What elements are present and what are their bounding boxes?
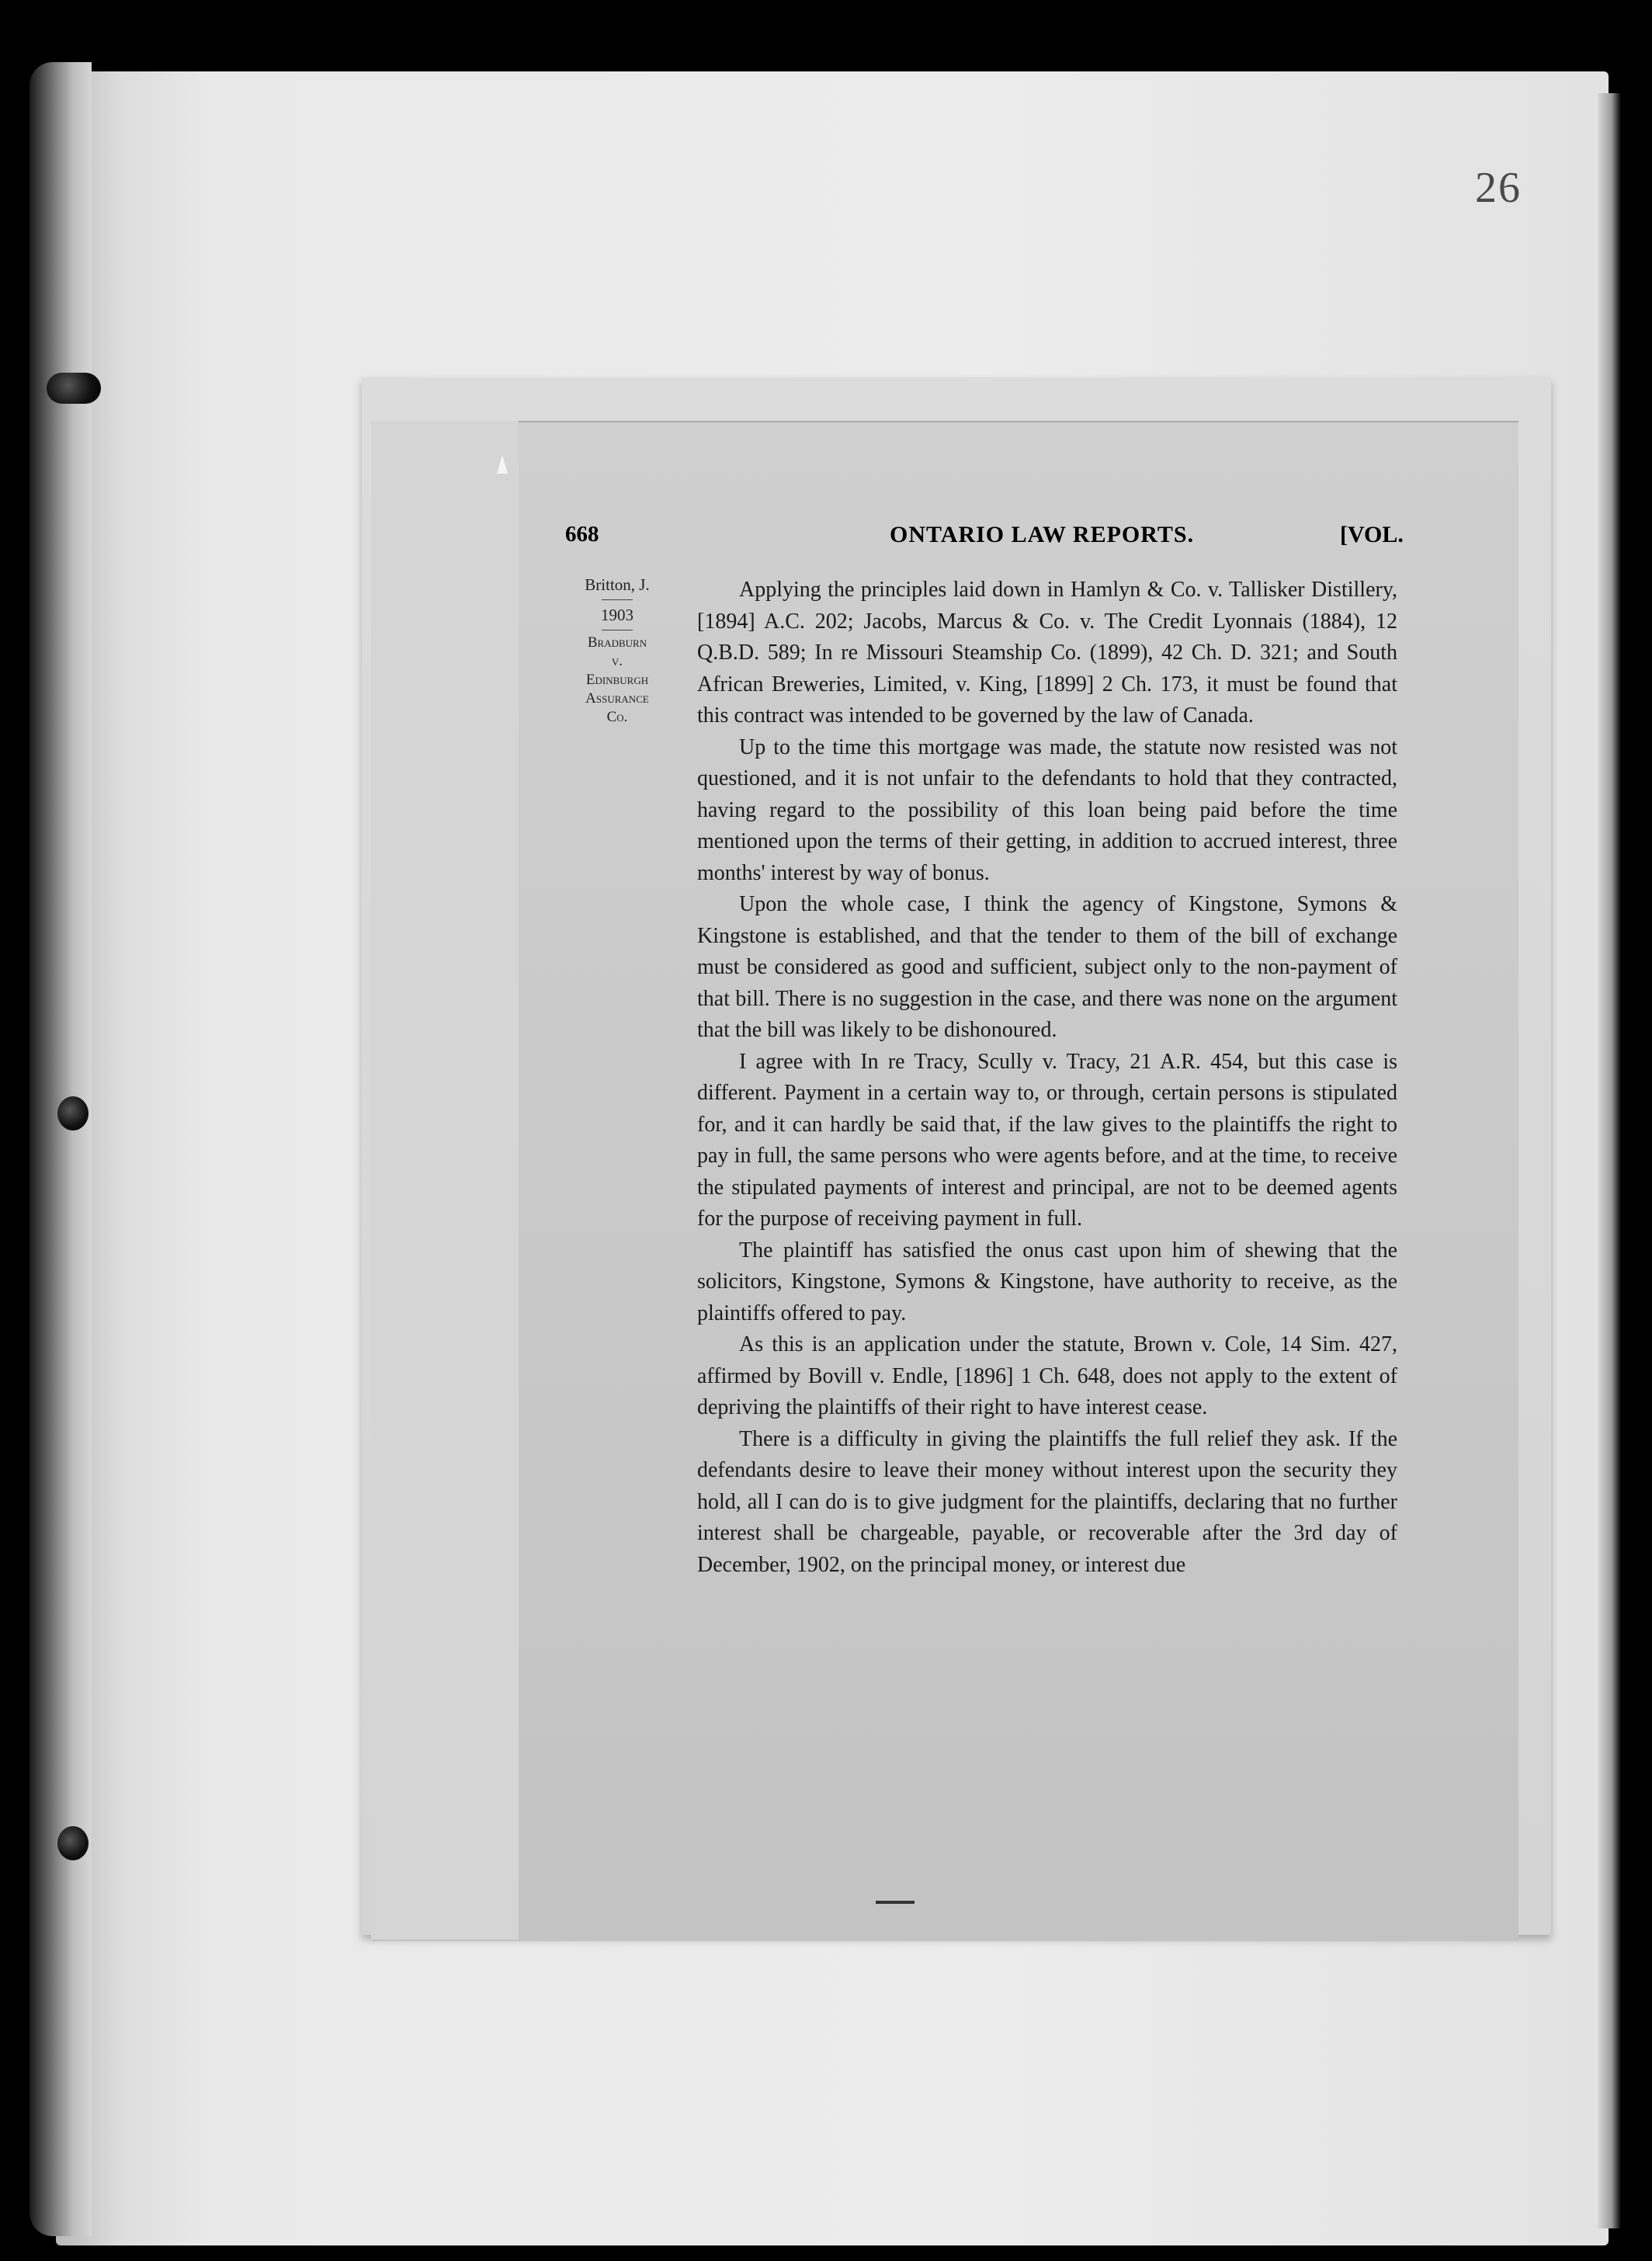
paragraph: Upon the whole case, I think the agency of Kingstone, Symons & Kingstone is established, and that the tender to them of the bill of exchange must be considered as good and sufficient, subject only to the non-payment of that bill. There is no suggestion in the case, and there was none on the argument that the bill was likely to be dishonoured. [697, 892, 1397, 1042]
decision-year: 1903 [601, 606, 633, 624]
judgment-text [697, 575, 1397, 1581]
paragraph: The plaintiff has satisfied the onus cast upon him of shewing that the solicitors, Kingstone, Symons & Kingstone, have authority to receive, as the plaintiffs offered to pay. [697, 1238, 1397, 1325]
binder-ring-bottom [57, 1826, 88, 1860]
party-defendant-line3: Co. [606, 709, 628, 725]
paragraph: Up to the time this mortgage was made, the statute now resisted was not questioned, and it is not unfair to the defendants to hold that they contracted, having regard to the possibility of this loan being paid before the time mentioned upon the terms of their getting, in addition to accrued interest, three months' interest by way of bonus. [697, 735, 1397, 885]
paragraph: Applying the principles laid down in Hamlyn & Co. v. Tallisker Distillery, [1894] A.C. 202; Jacobs, Marcus & Co. v. The Credit Lyonnais (1884), 12 Q.B.D. 589; In re Missouri Steamship Co. (1899), 42 Ch. D. 321; and South African Breweries, Limited, v. King, [1899] 2 Ch. 173, it must be found that this contract was intended to be governed by the law of Canada. [697, 578, 1397, 728]
printer-mark [876, 1901, 914, 1904]
volume-label: [VOL. [1340, 522, 1404, 547]
binder-ring-top [47, 373, 101, 404]
page-edge-shadow [1598, 93, 1621, 2228]
margin-note [559, 573, 675, 727]
paragraph: There is a difficulty in giving the plaintiffs the full relief they ask. If the defendants desire to leave their money without interest upon the security they hold, all I can do is to give judgment for the plaintiffs, declaring that no further interest shall be chargeable, payable, or recoverable after the 3rd day of December, 1902, on the principal money, or interest due [697, 1426, 1397, 1577]
paragraph: As this is an application under the statute, Brown v. Cole, 14 Sim. 427, affirmed by Bovill v. Endle, [1896] 1 Ch. 648, does not apply to the extent of depriving the plaintiffs of their right to have interest cease. [697, 1332, 1397, 1419]
scan-page-number: 26 [1475, 164, 1522, 212]
journal-title: ONTARIO LAW REPORTS. [890, 522, 1195, 547]
party-plaintiff: Bradburn [587, 634, 647, 651]
party-defendant-line1: Edinburgh [585, 672, 649, 688]
binder-ring-middle [57, 1096, 88, 1130]
party-defendant-line2: Assurance [585, 690, 649, 707]
folio: 668 [565, 522, 599, 547]
margin-rule [602, 599, 633, 600]
versus: v. [611, 653, 623, 669]
judge-name: Britton, J. [585, 575, 650, 594]
paragraph: I agree with In re Tracy, Scully v. Tracy, 21 A.R. 454, but this case is different. Payment in a certain way to, or through, certain persons is stipulated for, and it can hardly be said that, if the law gives to the plaintiffs the right to pay in full, the same persons who were agents before, and at the time, to receive the stipulated payments of interest and principal, are not to be deemed agents for the purpose of receiving payment in full. [697, 1049, 1397, 1231]
running-head [565, 522, 1411, 568]
clipping-margin-strip [371, 421, 519, 1940]
